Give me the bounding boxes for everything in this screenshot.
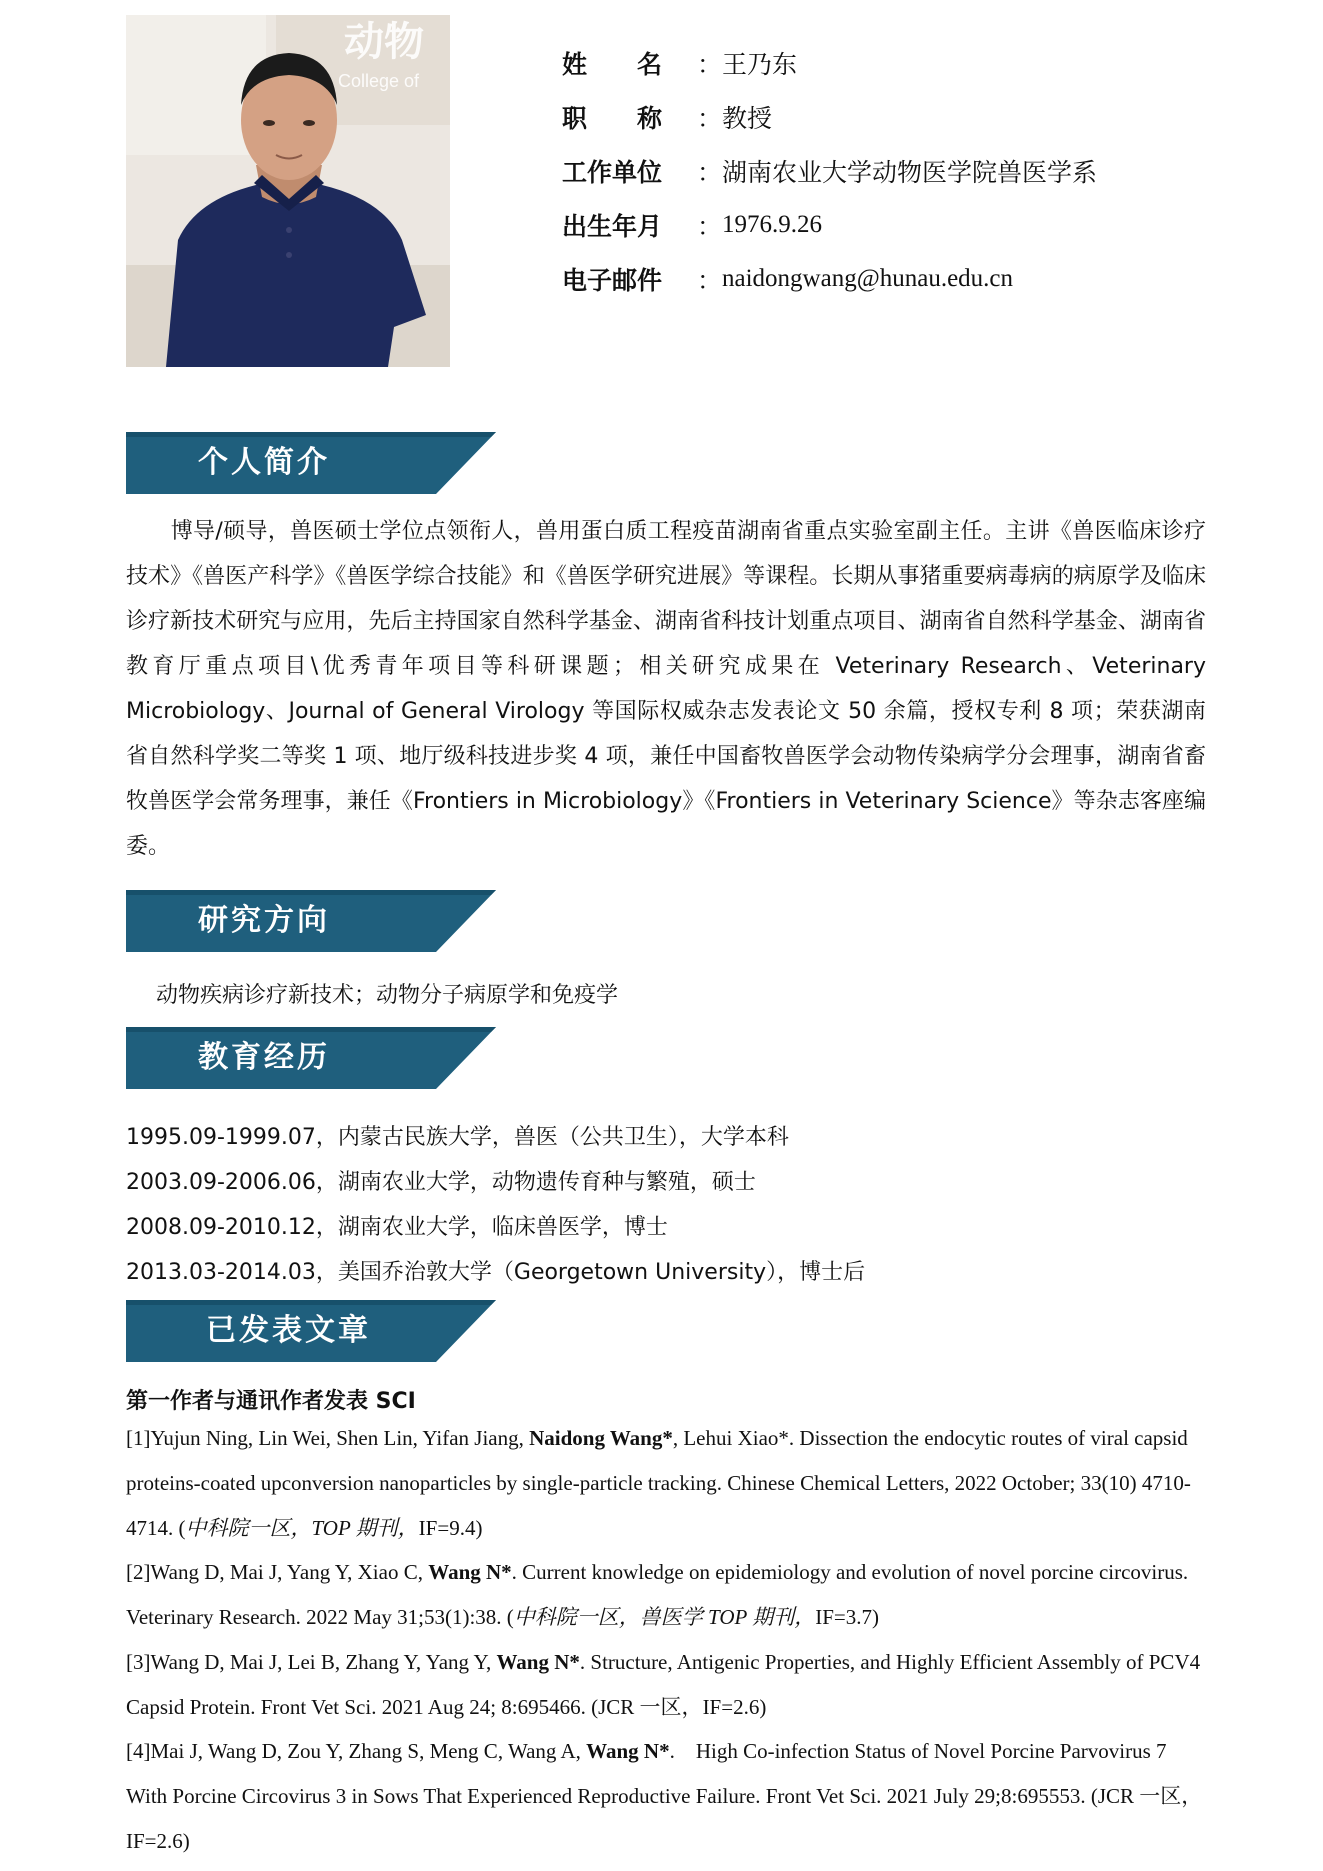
education-item: 1995.09-1999.07，内蒙古民族大学，兽医（公共卫生），大学本科	[126, 1125, 789, 1150]
intro-paragraph: 博导/硕导，兽医硕士学位点领衔人，兽用蛋白质工程疫苗湖南省重点实验室副主任。主讲《兽医临床诊疗技术》《兽医产科学》《兽医学综合技能》和《兽医学研究进展》等课程。长期从事猪重要病毒病的病原学及临床诊疗新技术研究与应用，先后主持国家自然科学基金、湖南省科技计划重点项目、湖南省自然科学基金、湖南省教育厅重点项目\优秀青年项目等科研课题；相关研究成果在 Veterinary Research、Veterinary Microbiology、Journal of General Virology 等国际权威杂志发表论文 50 余篇，授权专利 8 项；荣获湖南省自然科学奖二等奖 1 项、地厅级科技进步奖 4 项，兼任中国畜牧兽医学会动物传染病学分会理事，湖南省畜牧兽医学会常务理事，兼任《Frontiers in Microbiology》《Frontiers in Veterinary Science》等杂志客座编委。	[126, 519, 1206, 859]
colon: ：	[697, 212, 723, 241]
paper-rank: 中科院一区，兽医学 TOP 期刊，	[513, 1605, 816, 1629]
paper-rank: 中科院一区，TOP 期刊，	[185, 1516, 419, 1540]
title-value: 教授	[722, 104, 773, 133]
info-row-birth	[562, 198, 1097, 252]
name-label: 姓 名	[562, 50, 663, 79]
section-header-papers	[126, 1300, 496, 1362]
education-item: 2003.09-2006.06，湖南农业大学，动物遗传育种与繁殖，硕士	[126, 1170, 756, 1195]
email-link[interactable]: naidongwang@hunau.edu.cn	[722, 265, 1014, 292]
section-header-intro	[126, 432, 496, 494]
title-label: 职 称	[562, 104, 663, 133]
section-title: 个人简介	[198, 445, 330, 480]
paper-item	[126, 1729, 1211, 1864]
section-header-research	[126, 890, 496, 952]
paper-corresponding-author: Wang N*	[496, 1650, 580, 1674]
wall-sign-text: 动物	[344, 19, 424, 65]
paper-authors: [2]Wang D, Mai J, Yang Y, Xiao C,	[126, 1560, 429, 1584]
profile-info	[562, 36, 1097, 306]
section-title: 研究方向	[198, 903, 330, 938]
paper-impact-factor: IF=2.6)	[126, 1829, 190, 1853]
colon: ：	[697, 104, 723, 133]
profile-photo	[126, 15, 450, 367]
education-item: 2008.09-2010.12，湖南农业大学，临床兽医学，博士	[126, 1215, 668, 1240]
paper-corresponding-author: Wang N*	[586, 1739, 670, 1763]
paper-citation: . Current knowledge on epidemiology and evolution of novel porcine circovirus. Veterinary Research. 2022 May 31;53(1):38. (	[126, 1560, 1189, 1629]
education-item: 2013.03-2014.03，美国乔治敦大学（Georgetown University），博士后	[126, 1260, 866, 1285]
colon: ：	[697, 266, 723, 295]
email-label: 电子邮件	[562, 266, 663, 295]
paper-citation: . Structure, Antigenic Properties, and Highly Efficient Assembly of PCV4 Capsid Protein. Front Vet Sci. 2021 Aug 24; 8:695466. (JCR 一区，	[126, 1650, 1201, 1719]
papers-subtitle: 第一作者与通讯作者发表 SCI	[126, 1389, 416, 1414]
info-row-title	[562, 90, 1097, 144]
section-title: 已发表文章	[206, 1313, 371, 1348]
paper-citation: , Lehui Xiao*. Dissection the endocytic routes of viral capsid proteins-coated upconversion nanoparticles by single-particle tracking. Chinese Chemical Letters, 2022 October; 33(10) 4710-4714. (	[126, 1426, 1191, 1540]
unit-label: 工作单位	[562, 158, 663, 187]
wall-sign-subtext: College of	[338, 71, 420, 91]
paper-item	[126, 1640, 1211, 1730]
paper-impact-factor: IF=9.4)	[418, 1516, 483, 1540]
info-row-unit	[562, 144, 1097, 198]
section-header-education	[126, 1027, 496, 1089]
birth-label: 出生年月	[562, 212, 663, 241]
birth-value: 1976.9.26	[722, 211, 823, 238]
info-row-name	[562, 36, 1097, 90]
paper-impact-factor: IF=3.7)	[815, 1605, 879, 1629]
colon: ：	[697, 50, 723, 79]
paper-corresponding-author: Naidong Wang*	[529, 1426, 673, 1450]
paper-item	[126, 1416, 1211, 1551]
paper-authors: [4]Mai J, Wang D, Zou Y, Zhang S, Meng C, Wang A,	[126, 1739, 587, 1763]
info-row-email	[562, 252, 1097, 306]
section-title: 教育经历	[198, 1040, 330, 1075]
research-text: 动物疾病诊疗新技术；动物分子病原学和免疫学	[156, 983, 619, 1008]
unit-value: 湖南农业大学动物医学院兽医学系	[722, 158, 1098, 187]
paper-impact-factor: IF=2.6)	[702, 1695, 767, 1719]
paper-authors: [3]Wang D, Mai J, Lei B, Zhang Y, Yang Y,	[126, 1650, 497, 1674]
name-value: 王乃东	[722, 50, 798, 79]
paper-authors: [1]Yujun Ning, Lin Wei, Shen Lin, Yifan Jiang,	[126, 1426, 530, 1450]
colon: ：	[697, 158, 723, 187]
paper-item	[126, 1550, 1211, 1640]
paper-corresponding-author: Wang N*	[428, 1560, 512, 1584]
paper-citation: . High Co-infection Status of Novel Porcine Parvovirus 7 With Porcine Circovirus 3 in Sows That Experienced Reproductive Failure. Front Vet Sci. 2021 July 29;8:695553. (JCR 一区，	[126, 1739, 1203, 1808]
